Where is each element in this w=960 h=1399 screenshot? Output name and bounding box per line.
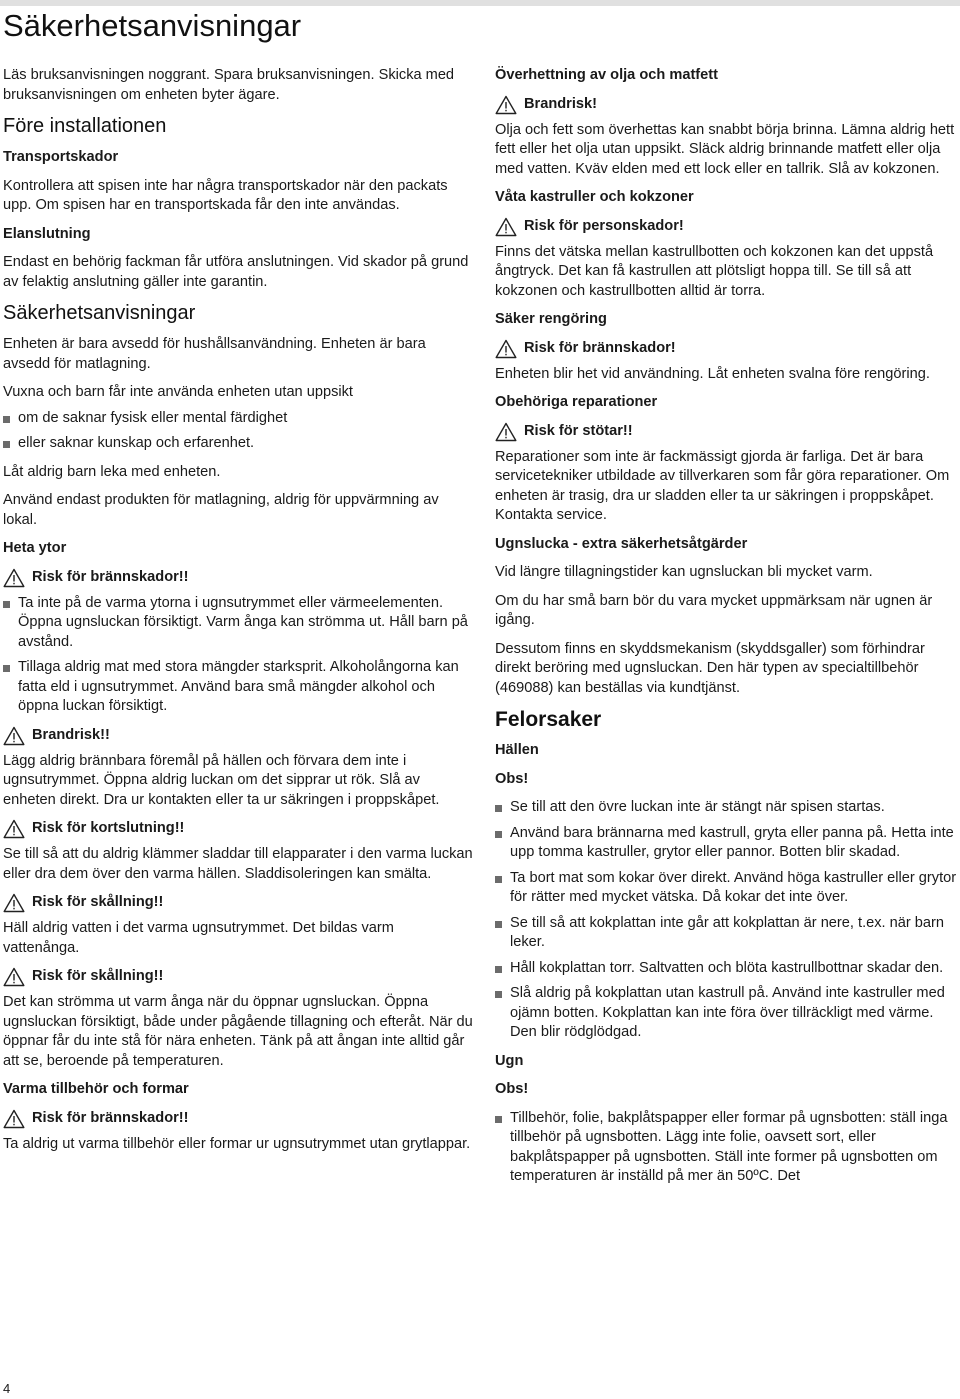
hot-surfaces-list <box>3 594 473 717</box>
section-title-causes: Felorsaker <box>495 708 602 731</box>
repairs-text: Reparationer som inte är fackmässigt gjorda är farliga. Det är bara servicetekniker utbildade av tillverkaren som får göra reparationer. Om enheten är trasig, dra ur sladden eller ta ur säkringen i proppskåpet. Kontakta service. <box>495 448 950 523</box>
warning-triangle-icon <box>3 819 25 839</box>
transport-text: Kontrollera att spisen inte har några transportskador när den packats upp. Om spisen har en transportskada får den inte användas. <box>3 177 448 213</box>
scald-text-2: Det kan strömma ut varm ånga när du öppnar ugnsluckan. Öppna ugnsluckan försiktigt, både under pågående tillagning och efteråt. När du öppnar får du inte stå för nära enheten. Tänk på att ångan inte alltid går att se, beroende på temperaturen. <box>3 994 473 1069</box>
warning-burn: Risk för brännskador! <box>495 339 957 359</box>
bullet-square-icon <box>3 416 10 423</box>
bullet-square-icon <box>495 921 502 928</box>
warning-triangle-icon <box>3 893 25 913</box>
section-title-before-install: Före installationen <box>3 115 167 137</box>
bullet-square-icon <box>495 966 502 973</box>
section-title-safety: Säkerhetsanvisningar <box>3 302 196 324</box>
subsection-title-hob: Hällen <box>495 742 539 758</box>
overheat-text: Olja och fett som överhettas kan snabbt börja brinna. Lämna aldrig hett fett eller het olja utan uppsikt. Släck aldrig brinnande matfett eller olja med vatten. Kväv elden med ett lock eller en tallrik. Slå av kokzonen. <box>495 121 955 177</box>
safety-list <box>3 409 473 454</box>
warning-triangle-icon <box>3 967 25 987</box>
elanslutning-text: Endast en behörig fackman får utföra anslutningen. Vid skador på grund av felaktig anslutning gäller inte garantin. <box>3 254 469 290</box>
list-item: om de saknar fysisk eller mental färdighet <box>3 409 473 429</box>
warning-short-circuit: Risk för kortslutning!! <box>3 819 473 839</box>
warning-scald: Risk för skållning!! <box>3 967 473 987</box>
list-item: Ta inte på de varma ytorna i ugnsutrymmet eller värmeelementen. Öppna ugnsluckan försiktigt. Varm ånga kan strömma ut. Håll barn på avstånd. <box>3 594 473 653</box>
subsection-title-transport: Transportskador <box>3 149 119 165</box>
list-item: Håll kokplattan torr. Saltvatten och blöta kastrullbottnar skadar den. <box>495 959 957 979</box>
cleaning-text: Enheten blir het vid användning. Låt enheten svalna före rengöring. <box>495 365 930 382</box>
warning-burn: Risk för brännskador!! <box>3 1109 473 1129</box>
bullet-square-icon <box>3 601 10 608</box>
list-item: Använd bara brännarna med kastrull, gryta eller panna på. Hetta inte upp tomma kastruller, grytor eller pannor. Botten blir skadad. <box>495 824 957 863</box>
subsection-title-oven: Ugn <box>495 1052 524 1069</box>
obs-label: Obs! <box>495 770 529 787</box>
wet-pans-text: Finns det vätska mellan kastrullbotten och kokzonen kan det uppstå ångtryck. Det kan få kastrullen att plötsligt hoppa till. Se till så att kokzonen och kastrullbotten alltid är torra. <box>495 243 934 299</box>
warning-triangle-icon <box>495 339 517 359</box>
warning-triangle-icon <box>3 568 25 588</box>
warning-fire: Brandrisk! <box>495 95 957 115</box>
subsection-title-cleaning: Säker rengöring <box>495 311 607 327</box>
safety-text-4: Använd endast produkten för matlagning, aldrig för uppvärmning av lokal. <box>3 492 439 528</box>
list-item: Slå aldrig på kokplattan utan kastrull på. Använd inte kastruller med ojämn botten. Kokplattan kan inte föra över tillräckligt med värme. Den blir rödglödgad. <box>495 984 957 1043</box>
page-number: 4 <box>3 1381 11 1396</box>
list-item: Tillaga aldrig mat med stora mängder starksprit. Alkoholångorna kan fatta eld i ugnsutrymmet. Använd bara små mängder alkohol och öppna luckan försiktigt. <box>3 658 473 717</box>
intro-text: Läs bruksanvisningen noggrant. Spara bruksanvisningen. Skicka med bruksanvisningen om enheten byter ägare. <box>3 67 455 103</box>
safety-text-3: Låt aldrig barn leka med enheten. <box>3 463 221 480</box>
bullet-square-icon <box>3 441 10 448</box>
warning-scald: Risk för skållning!! <box>3 893 473 913</box>
obs-label: Obs! <box>495 1081 529 1097</box>
short-circuit-text: Se till så att du aldrig klämmer sladdar till elapparater i den varma luckan eller dra dem över den varma hällen. Sladdisoleringen kan smälta. <box>3 846 473 882</box>
subsection-title-overheat: Överhettning av olja och matfett <box>495 67 718 83</box>
bullet-square-icon <box>495 991 502 998</box>
fire-text: Lägg aldrig brännbara föremål på hällen och förvara dem inte i ugnsutrymmet. Öppna aldrig luckan om det sipprar ut rök. Slå av enheten direkt. Dra ur kontakten eller ta ur säkringen i proppskåpet. <box>3 752 440 808</box>
list-item: Ta bort mat som kokar över direkt. Använd höga kastruller eller grytor för rätter med mycket vätska. Då kokar det inte över. <box>495 869 957 908</box>
hob-list <box>495 798 957 1043</box>
right-column <box>495 66 957 1196</box>
left-column <box>3 66 473 1163</box>
bullet-square-icon <box>495 1116 502 1123</box>
oven-door-text-1: Vid längre tillagningstider kan ugnsluckan bli mycket varm. <box>495 564 873 580</box>
oven-door-text-3: Dessutom finns en skyddsmekanism (skyddsgaller) som förhindrar direkt beröring med ugnsluckan. Den här typen av specialtillbehör (469088) kan beställas via kundtjänst. <box>495 640 925 696</box>
warning-burn: Risk för brännskador!! <box>3 568 473 588</box>
subsection-title-accessories: Varma tillbehör och formar <box>3 1081 189 1097</box>
accessories-text: Ta aldrig ut varma tillbehör eller formar ur ugnsutrymmet utan grytlappar. <box>3 1135 471 1152</box>
warning-injury: Risk för personskador! <box>495 217 957 237</box>
warning-triangle-icon <box>3 1109 25 1129</box>
bullet-square-icon <box>495 876 502 883</box>
warning-triangle-icon <box>3 726 25 746</box>
list-item: Se till att den övre luckan inte är stängt när spisen startas. <box>495 798 957 818</box>
list-item: Tillbehör, folie, bakplåtspapper eller formar på ugnsbotten: ställ inga tillbehör på ugnsbotten. Lägg inte folie, oavsett sort, eller bakplåtspapper på ugnsbotten. Ställ inte former på ugnsbotten om temperaturen är inställd på mer än 50ºC. Det <box>495 1109 957 1187</box>
bullet-square-icon <box>3 665 10 672</box>
safety-text-1: Enheten är bara avsedd för hushållsanvändning. Enheten är bara avsedd för matlagning. <box>3 336 426 372</box>
list-item: eller saknar kunskap och erfarenhet. <box>3 434 473 454</box>
subsection-title-wet-pans: Våta kastruller och kokzoner <box>495 189 694 205</box>
page-title: Säkerhetsanvisningar <box>3 8 302 43</box>
oven-door-text-2: Om du har små barn bör du vara mycket uppmärksam när ugnen är igång. <box>495 592 933 628</box>
top-rule <box>0 0 960 6</box>
subsection-title-repairs: Obehöriga reparationer <box>495 394 658 410</box>
warning-triangle-icon <box>495 217 517 237</box>
safety-text-2: Vuxna och barn får inte använda enheten utan uppsikt <box>3 384 353 400</box>
oven-list <box>495 1109 957 1187</box>
subsection-title-elanslutning: Elanslutning <box>3 225 91 242</box>
warning-shock: Risk för stötar!! <box>495 422 957 442</box>
bullet-square-icon <box>495 805 502 812</box>
warning-triangle-icon <box>495 422 517 442</box>
list-item: Se till så att kokplattan inte går att kokplattan är nere, t.ex. när barn leker. <box>495 914 957 953</box>
warning-triangle-icon <box>495 95 517 115</box>
subsection-title-hot-surfaces: Heta ytor <box>3 540 67 556</box>
bullet-square-icon <box>495 831 502 838</box>
subsection-title-oven-door: Ugnslucka - extra säkerhetsåtgärder <box>495 535 748 552</box>
scald-text-1: Häll aldrig vatten i det varma ugnsutrymmet. Det bildas varm vattenånga. <box>3 920 394 956</box>
warning-fire: Brandrisk!! <box>3 726 473 746</box>
